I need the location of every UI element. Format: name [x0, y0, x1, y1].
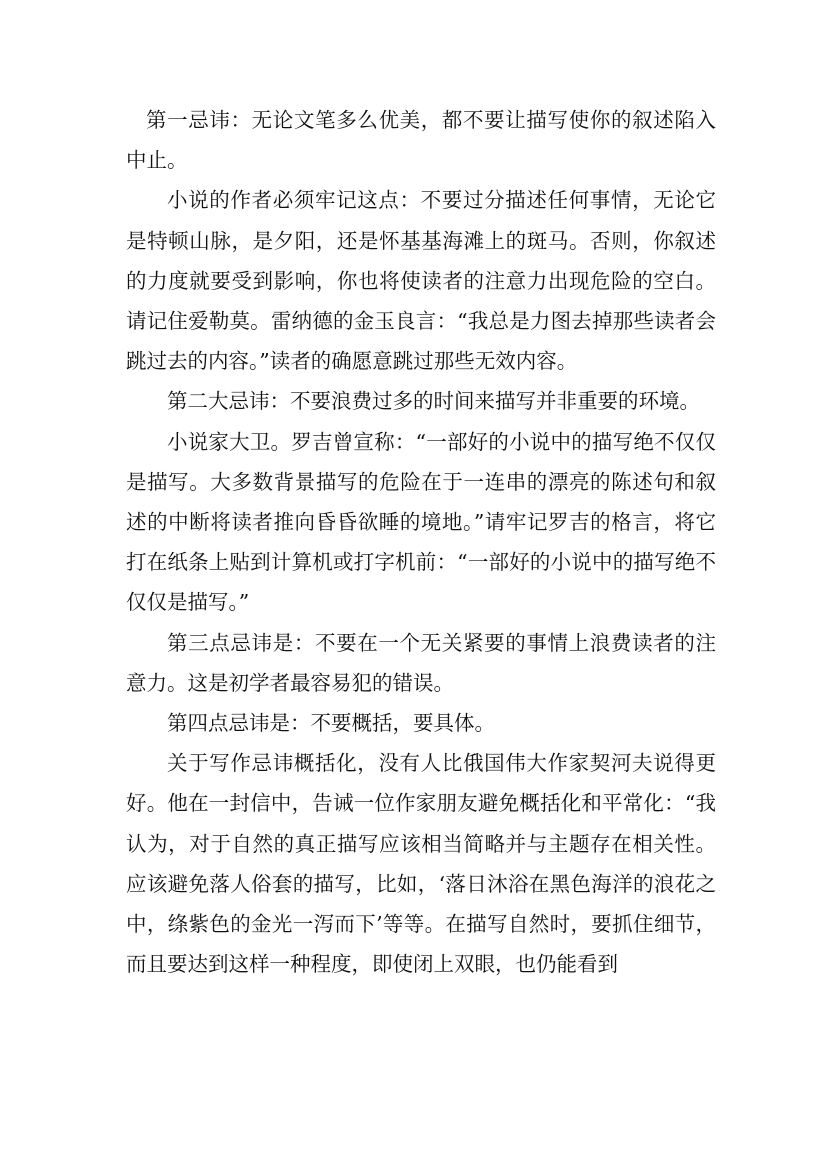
- paragraph-third-taboo: 第三点忌讳是：不要在一个无关紧要的事情上浪费读者的注意力。这是初学者最容易犯的错误。: [126, 630, 716, 695]
- paragraph-second-taboo: 第二大忌讳：不要浪费过多的时间来描写并非重要的环境。: [167, 389, 700, 414]
- body-text: [126, 100, 716, 984]
- paragraph-david-lodge-quote: 小说家大卫。罗吉曾宣称：“一部好的小说中的描写绝不仅仅是描写。大多数背景描写的危险在于一连串的漂亮的陈述句和叙述的中断将读者推向昏昏欲睡的境地。”请牢记罗吉的格言，将它打在纸条上贴到计算机或打字机前：“一部好的小说中的描写绝不仅仅是描写。”: [126, 429, 716, 615]
- paragraph-author-reminder: 小说的作者必须牢记这点：不要过分描述任何事情，无论它是特顿山脉，是夕阳，还是怀基基海滩上的斑马。否则，你叙述的力度就要受到影响，你也将使读者的注意力出现危险的空白。请记住爱勒莫。雷纳德的金玉良言：“我总是力图去掉那些读者会跳过去的内容。”读者的确愿意跳过那些无效内容。: [126, 188, 716, 374]
- paragraph-fourth-taboo: 第四点忌讳是：不要概括，要具体。: [167, 711, 495, 736]
- paragraph-chekhov-quote: 关于写作忌讳概括化，没有人比俄国伟大作家契河夫说得更好。他在一封信中，告诫一位作家朋友避免概括化和平常化：“我认为，对于自然的真正描写应该相当简略并与主题存在相关性。应该避免落人俗套的描写，比如，‘落日沐浴在黑色海洋的浪花之中，绦紫色的金光一泻而下’等等。在描写自然时，要抓住细节，而且要达到这样一种程度，即使闭上双眼，也仍能看到: [126, 751, 716, 977]
- paragraph-first-taboo: 第一忌讳：无论文笔多么优美，都不要让描写使你的叙述陷入中止。: [126, 108, 716, 173]
